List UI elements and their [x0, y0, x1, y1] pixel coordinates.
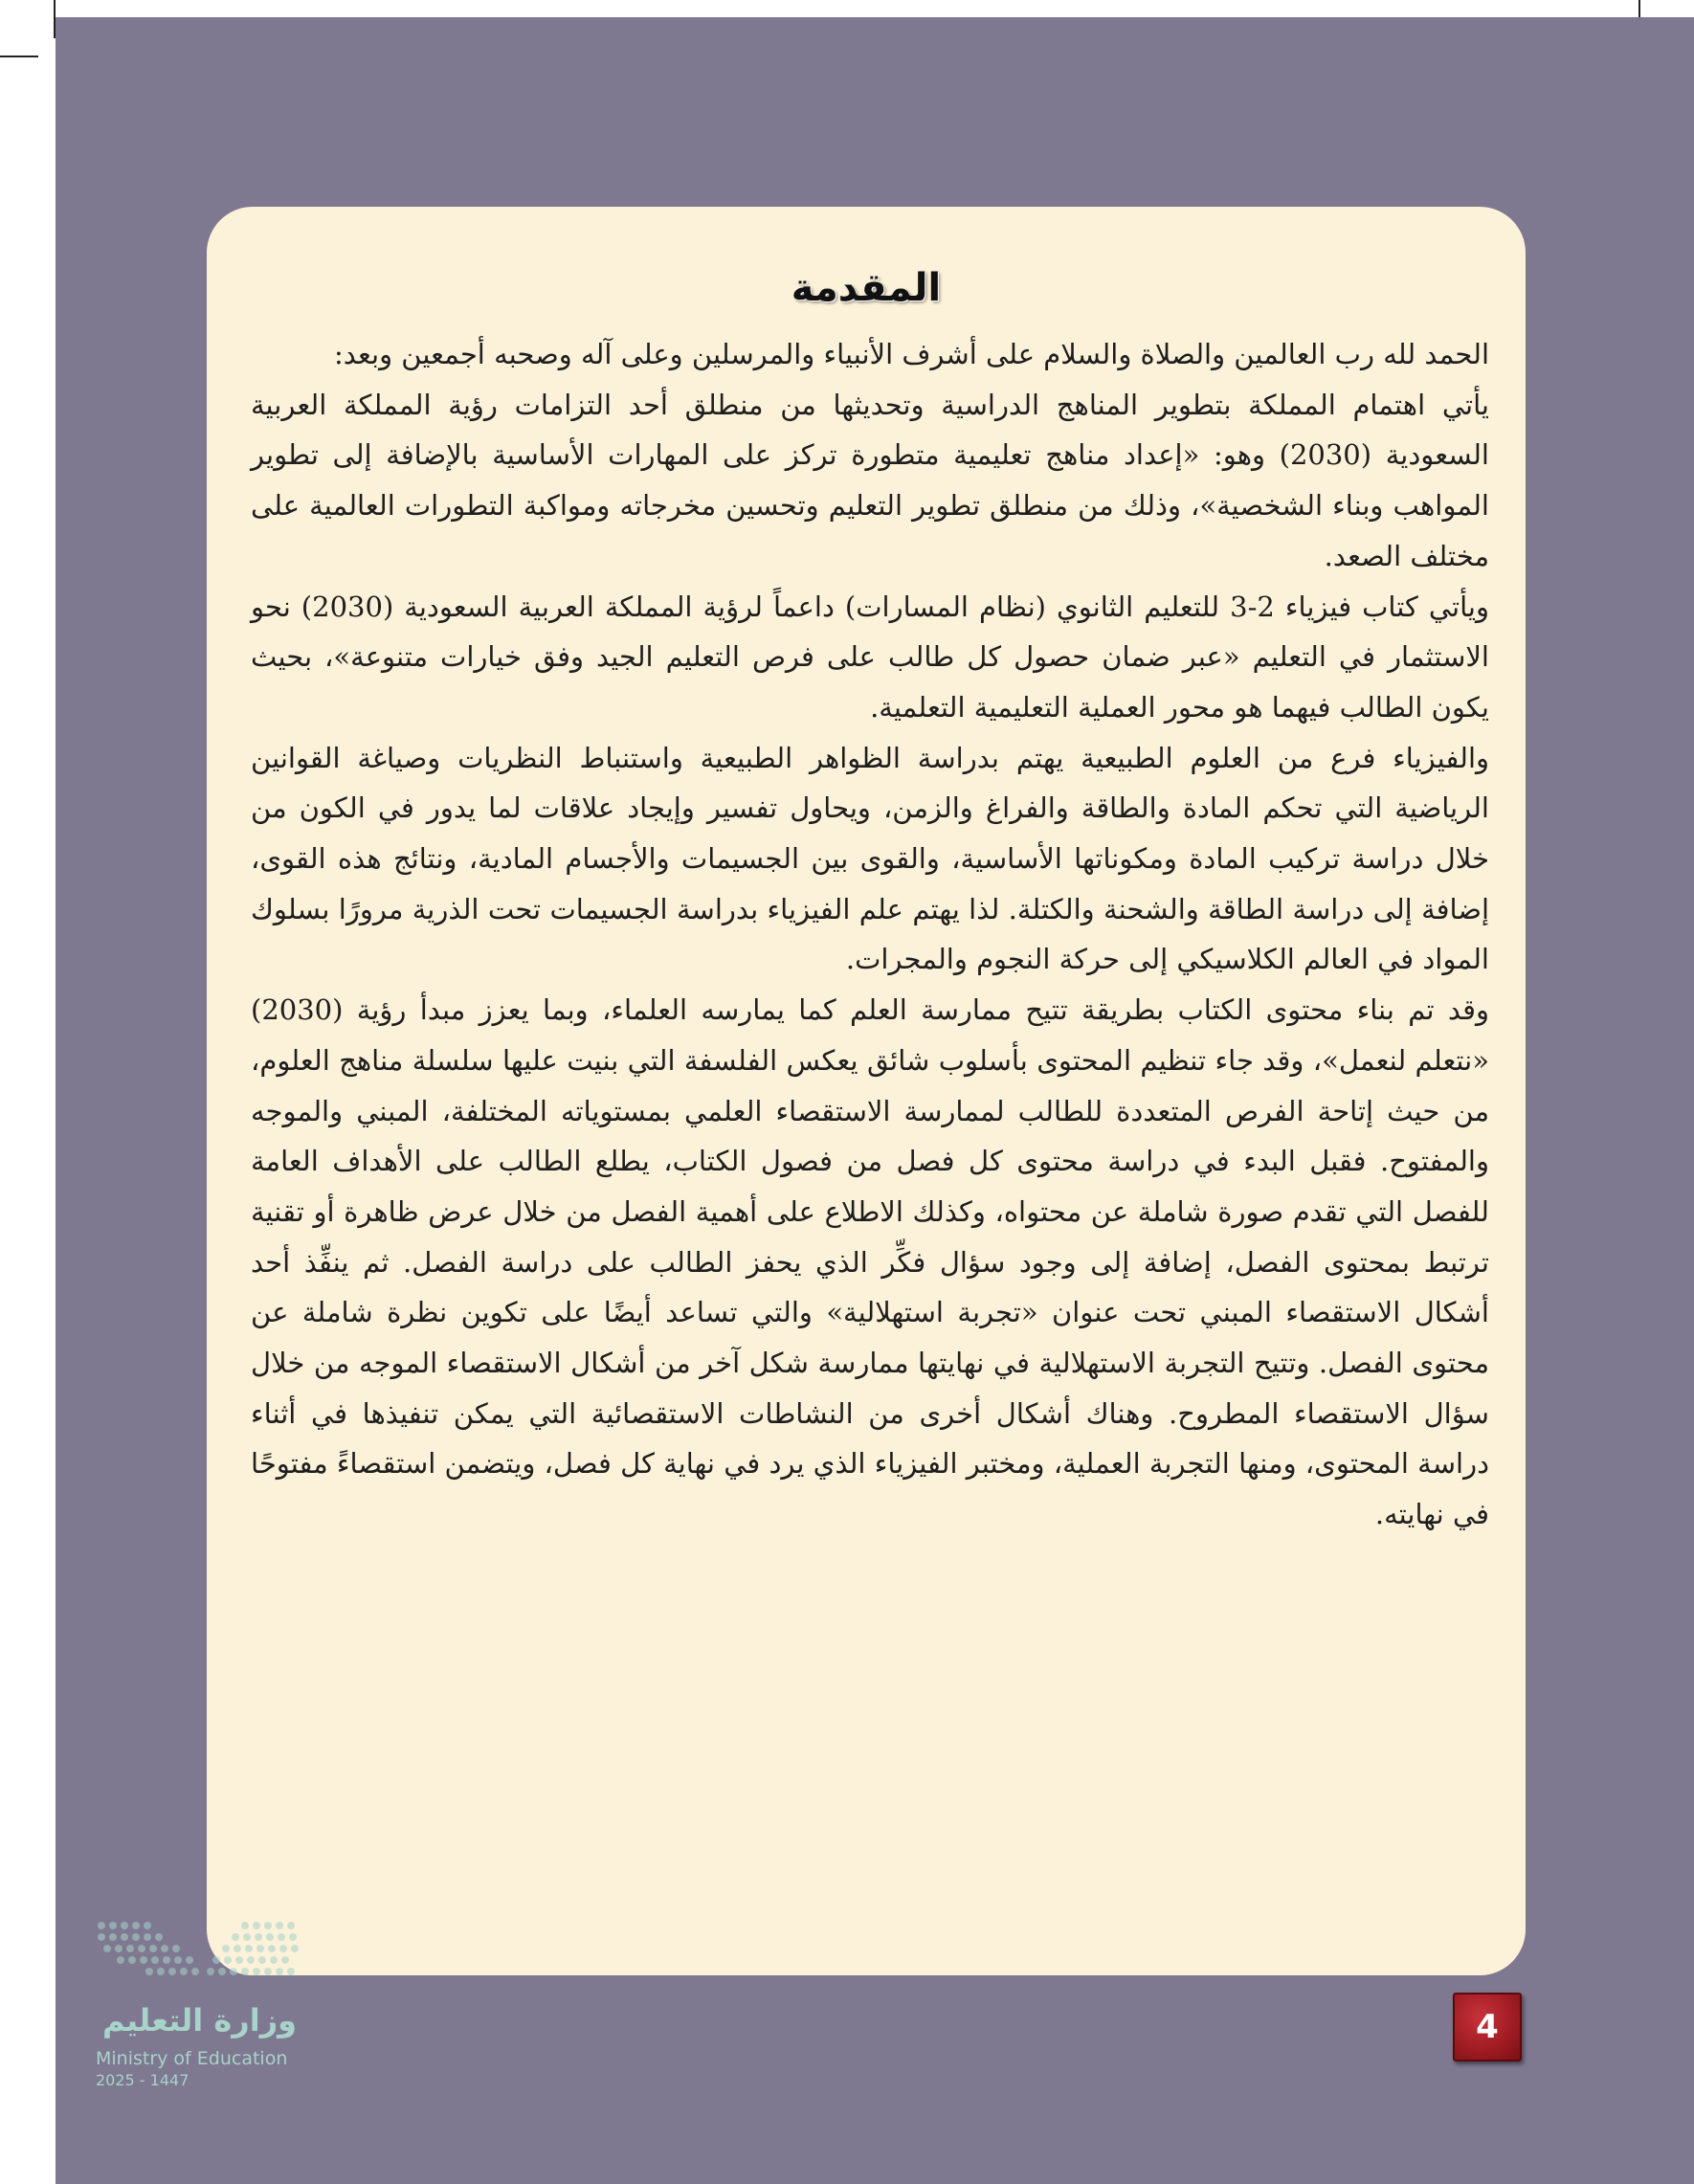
- paragraph-vision: يأتي اهتمام المملكة بتطوير المناهج الدراسية وتحديثها من منطلق أحد التزامات رؤية المملكة العربية السعودية (2030) وهو: «إعداد مناهج تعليمية متطورة تركز على المهارات الأساسية بالإضافة إلى تطوير المواهب وبناء الشخصية»، وذلك من منطلق تطوير التعليم وتحسين مخرجاته ومواكبة التطورات العالمية على مختلف الصعد.: [251, 388, 1489, 572]
- content-card: [207, 207, 1526, 1975]
- ministry-year: 2025 - 1447: [96, 2071, 189, 2089]
- page-title: المقدمة: [791, 266, 942, 310]
- page-number-badge: 4: [1453, 1993, 1522, 2061]
- body-text: [251, 329, 1489, 1540]
- ministry-name-english: Ministry of Education: [96, 2048, 288, 2069]
- paragraph-content: وقد تم بناء محتوى الكتاب بطريقة تتيح ممارسة العلم كما يمارسه العلماء، وبما يعزز مبدأ رؤية (2030) «نتعلم لنعمل»، وقد جاء تنظيم المحتوى بأسلوب شائق يعكس الفلسفة التي بنيت عليها سلسلة مناهج العلوم، من حيث إتاحة الفرص المتعددة للطالب لممارسة الاستقصاء العلمي بمستوياته المختلفة، المبني والموجه والمفتوح. فقبل البدء في دراسة محتوى كل فصل من فصول الكتاب، يطلع الطالب على الأهداف العامة للفصل التي تقدم صورة شاملة عن محتواه، وكذلك الاطلاع على أهمية الفصل من خلال عرض ظاهرة أو تقنية ترتبط بمحتوى الفصل، إضافة إلى وجود سؤال فكِّر الذي يحفز الطالب على دراسة الفصل. ثم ينفِّذ أحد أشكال الاستقصاء المبني تحت عنوان «تجربة استهلالية» والتي تساعد أيضًا على تكوين نظرة شاملة عن محتوى الفصل. وتتيح التجربة الاستهلالية في نهايتها ممارسة شكل آخر من أشكال الاستقصاء الموجه من خلال سؤال الاستقصاء المطروح. وهناك أشكال أخرى من النشاطات الاستقصائية التي يمكن تنفيذها في أثناء دراسة المحتوى، ومنها التجربة العملية، ومختبر الفيزياء الذي يرد في نهاية كل فصل، ويتضمن استقصاءً مفتوحًا في نهايته.: [250, 993, 1489, 1531]
- crop-mark-top-left-h: [0, 56, 38, 57]
- paragraph-physics: والفيزياء فرع من العلوم الطبيعية يهتم بدراسة الظواهر الطبيعية واستنباط النظريات وصياغة القوانين الرياضية التي تحكم المادة والطاقة والفراغ والزمن، ويحاول تفسير وإيجاد علاقات لما يدور في الكون من خلال دراسة تركيب المادة ومكوناتها الأساسية، والقوى بين الجسيمات والأجسام المادية، ونتائج هذه القوى، إضافة إلى دراسة الطاقة والشحنة والكتلة. لذا يهتم علم الفيزياء بدراسة الجسيمات تحت الذرية مرورًا بسلوك المواد في العالم الكلاسيكي إلى حركة النجوم والمجرات.: [251, 741, 1489, 976]
- paragraph-book: ويأتي كتاب فيزياء 2-3 للتعليم الثانوي (نظام المسارات) داعماً لرؤية المملكة العربية السعودية (2030) نحو الاستثمار في التعليم «عبر ضمان حصول كل طالب على فرص التعليم الجيد وفق خيارات متنوعة»، بحيث يكون الطالب فيهما هو محور العملية التعليمية التعلمية.: [251, 590, 1489, 724]
- ministry-name-arabic: وزارة التعليم: [101, 2002, 297, 2039]
- paragraph-opening: الحمد لله رب العالمين والصلاة والسلام على أشرف الأنبياء والمرسلين وعلى آله وصحبه أجمعين وبعد:: [334, 338, 1489, 370]
